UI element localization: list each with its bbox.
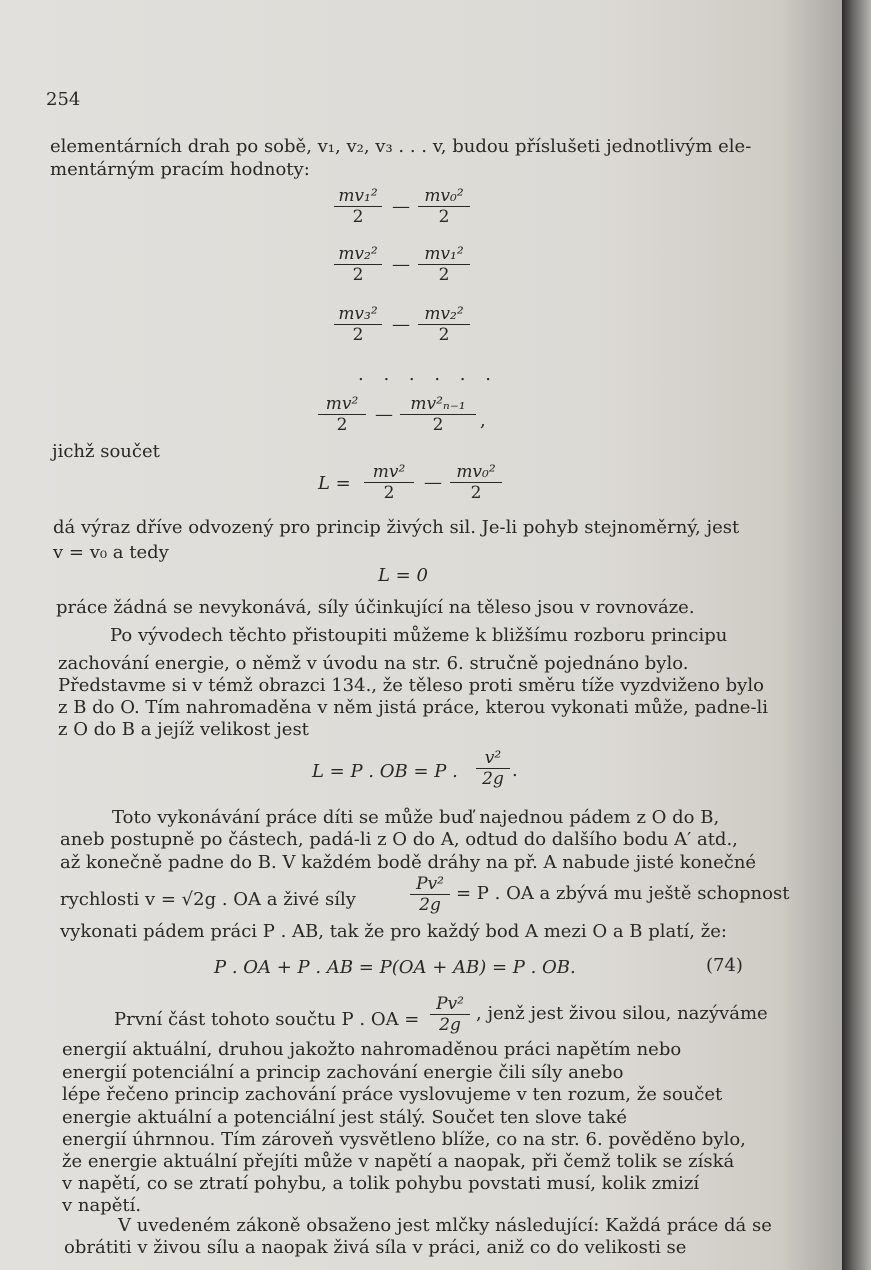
para5-start: První část tohoto součtu P . OA = xyxy=(114,1009,420,1030)
L-eq-lhs: L = xyxy=(318,473,351,494)
para5-line3: lépe řečeno princip zachování práce vyslovujeme v ten rozum, že součet xyxy=(62,1084,723,1105)
para3-line4: z B do O. Tím nahromaděna v něm jistá práce, kterou vykonati může, padne-li xyxy=(58,697,769,718)
para5-line5: energií úhrnnou. Tím zároveň vysvětleno blíže, co na str. 6. pověděno bylo, xyxy=(62,1129,746,1150)
book-spine xyxy=(842,0,871,1270)
para3-line2: zachování energie, o němž v úvodu na str. 6. stručně pojednáno bylo. xyxy=(58,653,689,674)
equation-74: P . OA + P . AB = P(OA + AB) = P . OB. xyxy=(214,957,576,978)
eq-row2-frac-b: $\frac{\text{mv₁²}}{2}$ xyxy=(418,244,470,285)
para5-line1: energií aktuální, druhou jakožto nahromaděnou práci napětím nebo xyxy=(62,1039,682,1060)
para5-line2: energií potenciální a princip zachování energie čili síly anebo xyxy=(62,1062,624,1083)
para4-line3: až konečně padne do B. V každém bodě dráhy na př. A nabude jisté konečné xyxy=(60,852,757,873)
para6-line2: obrátiti v živou sílu a naopak živá síla v práci, aniž co do velikosti se xyxy=(64,1237,687,1258)
para6-line1: V uvedeném zákoně obsaženo jest mlčky následující: Každá práce dá se xyxy=(118,1215,772,1236)
eq-row1-frac-b: $\frac{\text{mv₀²}}{2}$ xyxy=(418,186,470,227)
para3-line5: z O do B a jejíž velikost jest xyxy=(58,719,309,740)
eq-row1-frac-a: $\frac{\text{mv₁²}}{2}$ xyxy=(334,186,382,227)
L-eq2-lhs: L = P . OB = P . xyxy=(312,761,458,782)
L-eq-frac-a: $\frac{\text{mv²}}{2}$ xyxy=(364,462,414,503)
L-eq2-end: . xyxy=(512,760,518,781)
intro-line-1: elementárních drah po sobě, v₁, v₂, v₃ . . . v, budou příslušeti jednotlivým ele- xyxy=(50,136,752,157)
para1-line1: dá výraz dříve odvozený pro princip živých sil. Je-li pohyb stejnoměrný, jest xyxy=(53,517,740,538)
L-eq2-frac: $\frac{\text{v²}}{2g}$ xyxy=(476,748,510,789)
eq-row3-frac-a: $\frac{\text{mv₃²}}{2}$ xyxy=(334,304,382,345)
L-eq-minus: — xyxy=(424,472,442,493)
eq-row3-minus: — xyxy=(392,314,410,335)
eq-row2-frac-a: $\frac{\text{mv₂²}}{2}$ xyxy=(334,244,382,285)
L-eq-frac-b: $\frac{\text{mv₀²}}{2}$ xyxy=(450,462,502,503)
eq-row1-minus: — xyxy=(392,196,410,217)
para5-line4: energie aktuální a potenciální jest stálý. Součet ten slove také xyxy=(62,1107,628,1128)
sum-label: jichž součet xyxy=(52,441,160,462)
para4-last: vykonati pádem práci P . AB, tak že pro každý bod A mezi O a B platí, že: xyxy=(60,921,727,942)
para4-frac: $\frac{\text{Pv²}}{2g}$ xyxy=(410,874,450,915)
para5-end: , jenž jest živou silou, nazýváme xyxy=(476,1003,768,1024)
equation-74-number: (74) xyxy=(706,955,743,976)
para4-rychlosti: rychlosti v = √2g . OA a živé síly xyxy=(60,889,356,910)
L-zero: L = 0 xyxy=(378,565,428,586)
para4-line2: aneb postupně po částech, padá-li z O do A, odtud do dalšího bodu A′ atd., xyxy=(60,829,738,850)
intro-line-2: mentárným pracím hodnoty: xyxy=(50,159,310,180)
para3-line1: Po vývodech těchto přistoupiti můžeme k bližšímu rozboru principu xyxy=(110,625,728,646)
eq-last-comma: , xyxy=(480,410,486,431)
para5-line8: v napětí. xyxy=(62,1195,142,1216)
para2: práce žádná se nevykonává, síly účinkující na těleso jsou v rovnováze. xyxy=(56,597,695,618)
para5-line7: v napětí, co se ztratí pohybu, a tolik pohybu povstati musí, kolik zmizí xyxy=(62,1173,700,1194)
eq-last-frac-a: $\frac{\text{mv²}}{2}$ xyxy=(318,394,366,435)
para3-line3: Představme si v témž obrazci 134., že těleso proti směru tíže vyzdviženo bylo xyxy=(58,675,764,696)
para5-frac: $\frac{\text{Pv²}}{2g}$ xyxy=(430,994,470,1035)
para1-line2: v = v₀ a tedy xyxy=(53,542,169,563)
eq-last-frac-b: $\frac{\text{mv²ₙ₋₁}}{2}$ xyxy=(400,394,476,435)
eq-last-minus: — xyxy=(375,404,393,425)
eq-row3-frac-b: $\frac{\text{mv₂²}}{2}$ xyxy=(418,304,470,345)
para4-line1: Toto vykonávání práce díti se může buď najednou pádem z O do B, xyxy=(112,807,720,828)
eq-row2-minus: — xyxy=(392,254,410,275)
page-number: 254 xyxy=(46,89,81,110)
para4-rest: = P . OA a zbývá mu ještě schopnost xyxy=(456,883,790,904)
eq-dots: . . . . . . xyxy=(358,364,498,385)
para5-line6: že energie aktuální přejíti může v napětí a naopak, při čemž tolik se získá xyxy=(62,1151,735,1172)
